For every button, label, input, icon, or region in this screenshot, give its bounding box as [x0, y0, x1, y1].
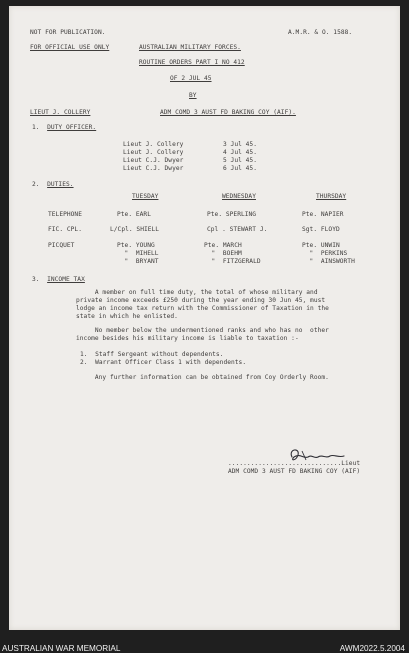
- tax-paragraph-line: No member below the undermentioned ranks and who has no other: [76, 327, 329, 334]
- tax-list-item: 1. Staff Sergeant without dependents.: [80, 351, 224, 358]
- tax-paragraph-line: state in which he enlisted.: [76, 313, 178, 320]
- duty-cell: Cpl . STEWART J.: [207, 226, 268, 233]
- duty-label-telephone: TELEPHONE: [48, 211, 82, 218]
- tax-paragraph-line: private income exceeds £250 during the year ending 30 Jun 45, must: [76, 297, 326, 304]
- tax-paragraph-line: income besides his military income is liable to taxation :-: [76, 335, 299, 342]
- duty-cell: Pte. UNWIN: [302, 242, 340, 249]
- adm-comd-heading: ADM COMD 3 AUST FD BAKING COY (AIF).: [160, 109, 296, 116]
- duty-cell: Pte. NAPIER: [302, 211, 344, 218]
- tax-paragraph-line: lodge an income tax return with the Commissioner of Taxation in the: [76, 305, 329, 312]
- duty-officer-name: Lieut C.J. Dwyer: [123, 165, 184, 172]
- duty-officer-date: 3 Jul 45.: [223, 141, 257, 148]
- duty-officer-date: 6 Jul 45.: [223, 165, 257, 172]
- section-2-title: 2. DUTIES.: [32, 181, 74, 188]
- duty-cell: " FITZGERALD: [204, 258, 261, 265]
- australian-military-forces: AUSTRALIAN MILITARY FORCES.: [139, 44, 241, 51]
- duty-officer-date: 4 Jul 45.: [223, 149, 257, 156]
- amr-reference: A.M.R. & O. 1588.: [288, 29, 353, 36]
- duty-cell: " PERKINS: [302, 250, 348, 257]
- duty-cell: Sgt. FLOYD: [302, 226, 340, 233]
- duty-officer-name: Lieut J. Collery: [123, 141, 184, 148]
- duty-label-picquet: PICQUET: [48, 242, 75, 249]
- duty-cell: Pte. MARCH: [204, 242, 242, 249]
- duty-cell: " AINSWORTH: [302, 258, 355, 265]
- by-label: BY: [189, 92, 197, 99]
- tax-paragraph-line: A member on full time duty, the total of whose military and: [76, 289, 318, 296]
- document-page: [9, 6, 400, 630]
- day-header-thursday: THURSDAY: [316, 193, 347, 200]
- duty-cell: Pte. YOUNG: [117, 242, 155, 249]
- income-tax-heading: INCOME TAX: [47, 276, 85, 283]
- routine-orders-title: ROUTINE ORDERS PART I NO 412: [139, 59, 245, 66]
- duty-cell: " MIHELL: [117, 250, 159, 257]
- official-use-only: FOR OFFICIAL USE ONLY: [30, 44, 110, 51]
- duty-cell: " BRYANT: [117, 258, 159, 265]
- section-1-title: 1. DUTY OFFICER.: [32, 124, 97, 131]
- duty-cell: L/Cpl. SHIELL: [110, 226, 160, 233]
- day-header-tuesday: TUESDAY: [132, 193, 159, 200]
- archive-footer: [0, 631, 409, 653]
- institution-name: AUSTRALIAN WAR MEMORIAL: [2, 644, 121, 653]
- signature-unit: ADM COMD 3 AUST FD BAKING COY (AIF): [228, 468, 361, 475]
- duty-officer-heading: DUTY OFFICER.: [47, 124, 97, 131]
- tax-paragraph-line: Any further information can be obtained from Coy Orderly Room.: [76, 374, 329, 381]
- duty-cell: Pte. EARL: [117, 211, 151, 218]
- duty-officer-name: Lieut J. Collery: [123, 149, 184, 156]
- issuing-officer: LIEUT J. COLLERY: [30, 109, 91, 116]
- not-for-publication: NOT FOR PUBLICATION.: [30, 29, 106, 36]
- duty-cell: " BOEHM: [204, 250, 242, 257]
- section-3-title: 3. INCOME TAX: [32, 276, 85, 283]
- orders-date: OF 2 JUL 45: [170, 75, 212, 82]
- duty-officer-date: 5 Jul 45.: [223, 157, 257, 164]
- catalogue-number: AWM2022.5.2004: [339, 644, 405, 653]
- duty-officer-name: Lieut C.J. Dwyer: [123, 157, 184, 164]
- duty-label-fic-cpl: FIC. CPL.: [48, 226, 82, 233]
- tax-list-item: 2. Warrant Officer Class 1 with dependents.: [80, 359, 247, 366]
- duty-cell: Pte. SPERLING: [207, 211, 257, 218]
- duty-officer-row: [123, 141, 183, 148]
- signature-line: ..............................Lieut: [228, 460, 361, 467]
- duties-heading: DUTIES.: [47, 181, 74, 188]
- day-header-wednesday: WEDNESDAY: [222, 193, 256, 200]
